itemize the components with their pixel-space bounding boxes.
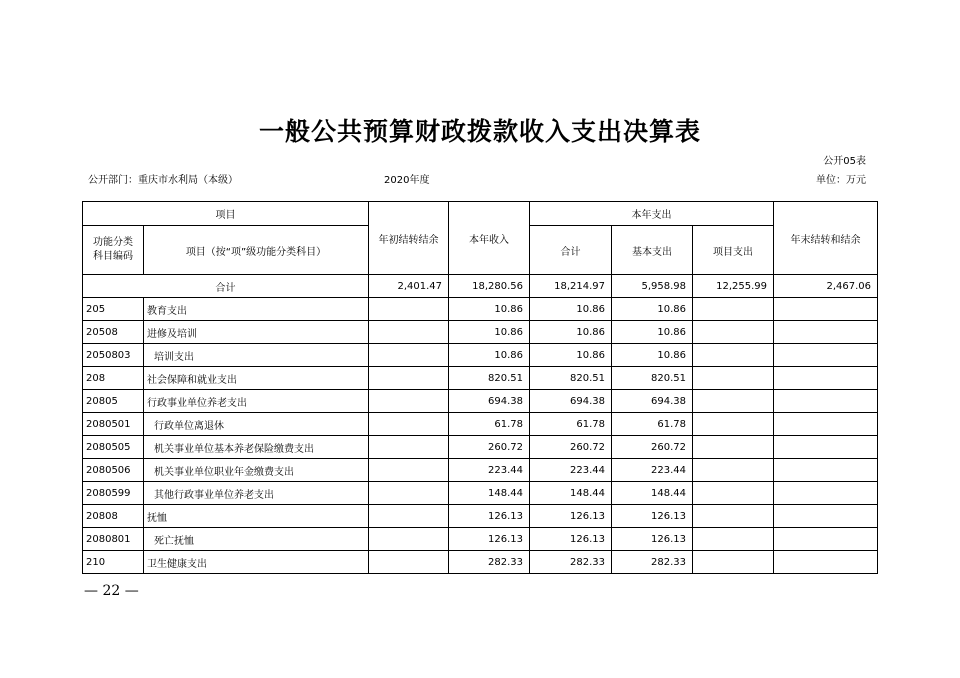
row-begin xyxy=(369,298,449,321)
total-end: 2,467.06 xyxy=(774,275,878,298)
header-expense-group: 本年支出 xyxy=(530,202,774,226)
row-name: 社会保障和就业支出 xyxy=(144,367,369,390)
header-code-line2: 科目编码 xyxy=(93,251,133,262)
row-expense-total: 282.33 xyxy=(530,551,612,574)
row-income: 694.38 xyxy=(449,390,530,413)
row-basic: 126.13 xyxy=(612,505,693,528)
row-code: 20805 xyxy=(83,390,144,413)
row-begin xyxy=(369,482,449,505)
row-name: 培训支出 xyxy=(144,344,369,367)
row-name: 行政事业单位养老支出 xyxy=(144,390,369,413)
row-expense-total: 148.44 xyxy=(530,482,612,505)
row-code: 20508 xyxy=(83,321,144,344)
header-project: 项目 xyxy=(83,202,369,226)
table-row xyxy=(83,505,878,528)
row-begin xyxy=(369,367,449,390)
table-row xyxy=(83,459,878,482)
row-name: 机关事业单位职业年金缴费支出 xyxy=(144,459,369,482)
header-code-line1: 功能分类 xyxy=(93,237,133,248)
row-expense-total: 126.13 xyxy=(530,505,612,528)
row-expense-total: 10.86 xyxy=(530,321,612,344)
row-project xyxy=(693,436,774,459)
row-expense-total: 61.78 xyxy=(530,413,612,436)
row-code: 2050803 xyxy=(83,344,144,367)
row-end xyxy=(774,482,878,505)
header-basic: 基本支出 xyxy=(612,226,693,275)
header-code xyxy=(83,226,144,275)
row-code: 20808 xyxy=(83,505,144,528)
row-income: 10.86 xyxy=(449,321,530,344)
row-project xyxy=(693,528,774,551)
row-name: 卫生健康支出 xyxy=(144,551,369,574)
table-row xyxy=(83,390,878,413)
total-income: 18,280.56 xyxy=(449,275,530,298)
row-expense-total: 694.38 xyxy=(530,390,612,413)
year-label: 2020年度 xyxy=(384,175,430,186)
row-expense-total: 820.51 xyxy=(530,367,612,390)
form-number: 公开05表 xyxy=(823,156,866,167)
row-basic: 126.13 xyxy=(612,528,693,551)
table-row xyxy=(83,413,878,436)
total-row xyxy=(83,275,878,298)
row-code: 2080506 xyxy=(83,459,144,482)
row-name: 机关事业单位基本养老保险缴费支出 xyxy=(144,436,369,459)
row-income: 223.44 xyxy=(449,459,530,482)
row-end xyxy=(774,551,878,574)
row-project xyxy=(693,505,774,528)
table-row xyxy=(83,367,878,390)
row-end xyxy=(774,505,878,528)
row-expense-total: 260.72 xyxy=(530,436,612,459)
row-begin xyxy=(369,528,449,551)
row-income: 282.33 xyxy=(449,551,530,574)
row-basic: 10.86 xyxy=(612,344,693,367)
row-basic: 260.72 xyxy=(612,436,693,459)
row-code: 205 xyxy=(83,298,144,321)
header-end-balance: 年末结转和结余 xyxy=(774,202,878,275)
row-begin xyxy=(369,390,449,413)
row-basic: 61.78 xyxy=(612,413,693,436)
table-row xyxy=(83,551,878,574)
table-row xyxy=(83,528,878,551)
page-number: — 22 — xyxy=(84,583,139,599)
row-name: 抚恤 xyxy=(144,505,369,528)
row-project xyxy=(693,321,774,344)
table-row xyxy=(83,321,878,344)
row-income: 260.72 xyxy=(449,436,530,459)
row-expense-total: 126.13 xyxy=(530,528,612,551)
row-end xyxy=(774,413,878,436)
table-row xyxy=(83,298,878,321)
row-income: 10.86 xyxy=(449,298,530,321)
header-begin-balance: 年初结转结余 xyxy=(369,202,449,275)
row-name: 死亡抚恤 xyxy=(144,528,369,551)
row-begin xyxy=(369,344,449,367)
total-begin: 2,401.47 xyxy=(369,275,449,298)
row-end xyxy=(774,528,878,551)
row-begin xyxy=(369,459,449,482)
row-name: 其他行政事业单位养老支出 xyxy=(144,482,369,505)
report-title: 一般公共预算财政拨款收入支出决算表 xyxy=(258,117,701,146)
row-begin xyxy=(369,413,449,436)
total-project: 12,255.99 xyxy=(693,275,774,298)
table-row xyxy=(83,482,878,505)
row-end xyxy=(774,298,878,321)
row-project xyxy=(693,390,774,413)
row-income: 126.13 xyxy=(449,528,530,551)
row-code: 208 xyxy=(83,367,144,390)
row-project xyxy=(693,551,774,574)
row-end xyxy=(774,344,878,367)
total-expense: 18,214.97 xyxy=(530,275,612,298)
row-expense-total: 223.44 xyxy=(530,459,612,482)
row-income: 10.86 xyxy=(449,344,530,367)
row-basic: 148.44 xyxy=(612,482,693,505)
row-code: 2080501 xyxy=(83,413,144,436)
table-row xyxy=(83,436,878,459)
row-income: 61.78 xyxy=(449,413,530,436)
row-end xyxy=(774,459,878,482)
department-label: 公开部门：重庆市水利局（本级） xyxy=(88,175,238,186)
header-name: 项目（按“项”级功能分类科目） xyxy=(144,226,369,275)
row-end xyxy=(774,436,878,459)
row-income: 126.13 xyxy=(449,505,530,528)
row-end xyxy=(774,390,878,413)
row-basic: 10.86 xyxy=(612,298,693,321)
row-project xyxy=(693,413,774,436)
header-income: 本年收入 xyxy=(449,202,530,275)
row-end xyxy=(774,321,878,344)
row-project xyxy=(693,344,774,367)
row-income: 148.44 xyxy=(449,482,530,505)
row-basic: 10.86 xyxy=(612,321,693,344)
row-project xyxy=(693,459,774,482)
total-basic: 5,958.98 xyxy=(612,275,693,298)
row-expense-total: 10.86 xyxy=(530,344,612,367)
row-name: 进修及培训 xyxy=(144,321,369,344)
row-begin xyxy=(369,321,449,344)
row-code: 2080801 xyxy=(83,528,144,551)
row-code: 210 xyxy=(83,551,144,574)
total-label: 合计 xyxy=(83,275,369,298)
row-basic: 694.38 xyxy=(612,390,693,413)
row-basic: 223.44 xyxy=(612,459,693,482)
table-row xyxy=(83,344,878,367)
row-basic: 820.51 xyxy=(612,367,693,390)
row-expense-total: 10.86 xyxy=(530,298,612,321)
row-project xyxy=(693,482,774,505)
header-project-expense: 项目支出 xyxy=(693,226,774,275)
row-income: 820.51 xyxy=(449,367,530,390)
budget-table xyxy=(82,201,878,574)
header-expense-total: 合计 xyxy=(530,226,612,275)
row-basic: 282.33 xyxy=(612,551,693,574)
unit-label: 单位：万元 xyxy=(816,175,866,186)
row-begin xyxy=(369,436,449,459)
row-name: 教育支出 xyxy=(144,298,369,321)
row-code: 2080505 xyxy=(83,436,144,459)
row-begin xyxy=(369,505,449,528)
row-end xyxy=(774,367,878,390)
row-code: 2080599 xyxy=(83,482,144,505)
row-project xyxy=(693,298,774,321)
row-project xyxy=(693,367,774,390)
row-begin xyxy=(369,551,449,574)
row-name: 行政单位离退休 xyxy=(144,413,369,436)
